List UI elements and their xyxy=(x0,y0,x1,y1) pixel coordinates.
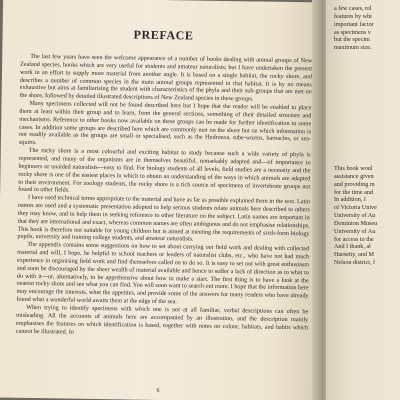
right-page-line: assistance given xyxy=(334,173,374,180)
preface-paragraph: The rocky shore is a most colourful and exciting habitat to study because such a wide variety of phyla is represented, and many of the organisms are in themselves beautiful, remarkably adapted and—of importance to beginners or unaided naturalists—easy to find. For biology students of all levels, field studies are a necessity and the rocky shore is one of the easiest places in which to obtain an understanding of the ways in which animals are adapted to their environment. For zoology students, the rocky shore is a rich source of specimens of invertebrate groups not found in other fields. xyxy=(18,148,311,194)
preface-paragraph: When trying to identify specimens with which one is not at all familiar, verbal descriptions can often be misleading. All the accounts of animals here are accompanied by an illustration, and the description mainly emphasises the features on which identification is based, together with notes on colour, habitats, and habits which cannot be illustrated. In xyxy=(15,304,309,336)
right-page-line: for access to the xyxy=(334,236,374,243)
right-page-line: but the specim xyxy=(334,37,370,44)
right-page xyxy=(326,0,400,400)
page-title: PREFACE xyxy=(133,27,194,43)
right-page-top-text xyxy=(334,6,400,53)
right-page-line: Harnetty, and M xyxy=(334,252,375,259)
right-page-line: of Victoria Unive xyxy=(334,205,377,212)
right-page-line: features by whi xyxy=(334,13,372,20)
preface-paragraph: The last few years have seen the welcome appearance of a number of books dealing with animal groups of New Zealand species, books which are very useful for students and amateur naturalists; but I have undertaken the present work in an effort to supply more material from another angle. It is based on a single habitat, the rocky shore, and describes a number of common species in the main animal groups represented in that habitat. It is by no means exhaustive but aims at familiarising the student with characteristics of the phyla and their sub-groups that are met on the shore, followed by detailed illustrated descriptions of New Zealand species in these groups. xyxy=(19,53,313,103)
right-page-line: maximum size. xyxy=(334,45,372,52)
right-page-line: Nelson district, f xyxy=(334,260,376,267)
right-page-bottom-text xyxy=(334,166,400,268)
page-number: 6 xyxy=(156,387,160,394)
right-page-line: In addition, I xyxy=(334,197,366,204)
preface-body xyxy=(16,54,312,341)
right-page-line: This book woul xyxy=(334,166,373,172)
right-page-line: University of Au xyxy=(334,228,376,235)
preface-paragraph: I have used technical terms appropriate to the material and have as far as possible explained them in the text. Latin names are used and a systematic presentation adopted to help serious students relate animals here described to others they may know, and to help them in seeking reference to other literature on the subject. Latin names are important in that they are international and exact, whereas common names are often ambiguous and do not emphasise relationships. This book is therefore not suitable for young children but is aimed at meeting the requirements of sixth-form biology pupils, university and training college students, and amateur naturalists. xyxy=(17,195,311,243)
right-page-line: Dominion Museu xyxy=(334,220,378,227)
right-page-line: University of Au xyxy=(334,213,376,220)
right-page-line: And I thank, al xyxy=(334,244,371,251)
preface-paragraph: Many specimens collected will not be found described here but I hope that the reader will be enabled to place them at least within their group and to learn, from the general sections, something of their detailed structure and mechanisms. Reference to other books now available on these groups can be made for further identification in some cases. In addition some groups are described here which are commonly met on the shore but on which information is not readily available as the groups are small or specialised, such as the Hydrozoa, tube-worms, barnacles, or sea-squirts. xyxy=(18,100,312,147)
right-page-line: important factor xyxy=(334,21,374,28)
right-page-line: and providing m xyxy=(334,181,375,188)
right-page-line: as specimens v xyxy=(334,29,371,36)
right-page-line: for the time and xyxy=(334,189,374,196)
right-page-line: a few cases, rel xyxy=(334,6,372,12)
preface-paragraph: The appendix contains some suggestions on how to set about carrying out field work and dealing with collected material and will, I hope, be helpful to school teachers or leaders of naturalist clubs, etc., who have not had much experience in organising field work and find themselves called on to do so. It is easy to set out with great enthusiasm and soon be discouraged by the sheer wealth of material available and hence to suffer a lack of direction as to what to do with it—or, alternatively, to be apprehensive about how to make a start. The first thing is to have a look at the nearest rocky shore and see what you can find. You will soon want to search out more. I hope that the information here may encourage the interests, whet the appetites, and provide some of the answers for many readers who have already found what a wonderful world awaits them at the edge of the sea. xyxy=(16,242,310,306)
